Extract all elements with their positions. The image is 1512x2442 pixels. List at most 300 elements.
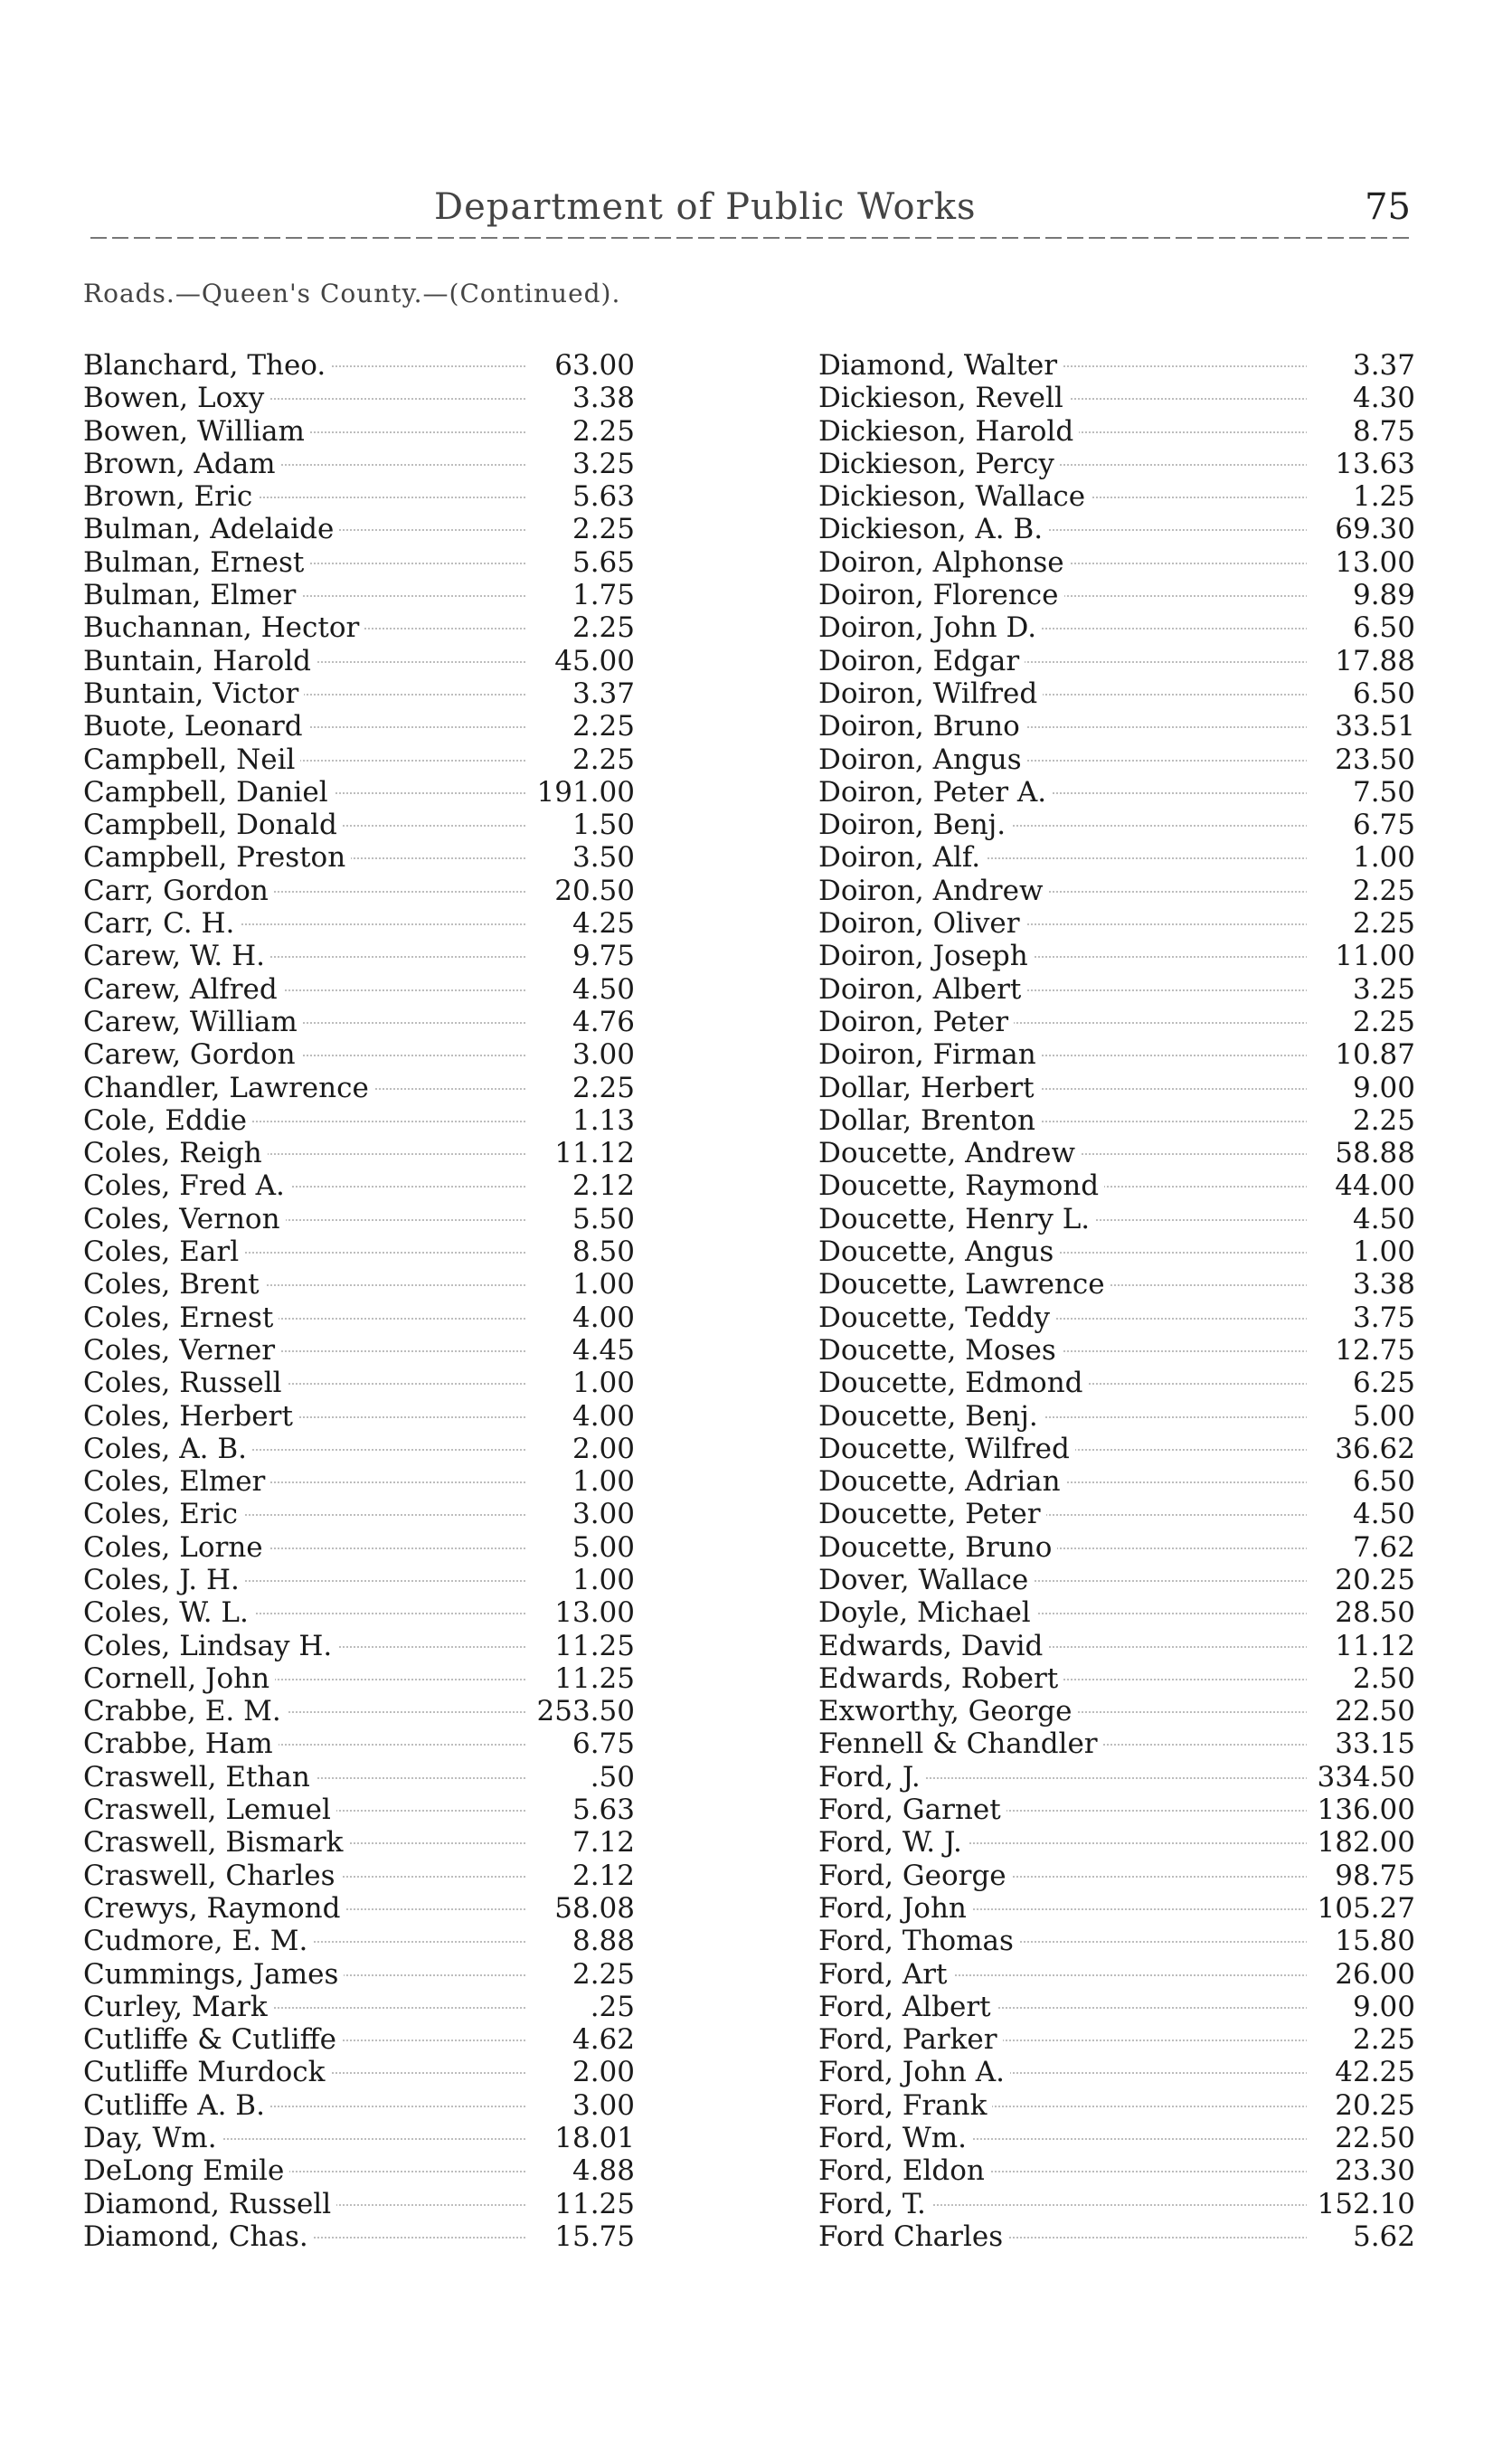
payee-name: Cornell, John <box>83 1662 275 1695</box>
payee-name: Dollar, Brenton <box>818 1104 1041 1137</box>
list-item <box>818 907 1451 940</box>
list-item <box>83 1433 716 1465</box>
payment-amount: 1.25 <box>1307 480 1415 513</box>
list-item <box>818 1925 1451 1957</box>
payment-amount: 11.25 <box>526 1630 635 1662</box>
payment-amount: 4.45 <box>526 1334 635 1367</box>
list-item <box>83 1038 716 1071</box>
payment-amount: 11.00 <box>1307 940 1415 972</box>
payment-amount: 5.65 <box>526 546 635 579</box>
payee-name: Coles, W. L. <box>83 1596 254 1629</box>
list-item <box>818 1761 1451 1794</box>
list-item <box>818 710 1451 743</box>
list-item <box>818 2023 1451 2056</box>
payee-name: Diamond, Russell <box>83 2188 336 2220</box>
list-item <box>83 841 716 874</box>
payee-name: DeLong Emile <box>83 2154 289 2187</box>
payee-name: Campbell, Donald <box>83 809 343 841</box>
payment-amount: 8.50 <box>526 1235 635 1268</box>
list-item <box>818 1367 1451 1399</box>
list-item <box>818 2122 1451 2154</box>
payment-amount: 12.75 <box>1307 1334 1415 1367</box>
payee-name: Ford, Albert <box>818 1991 997 2023</box>
list-item <box>83 1301 716 1334</box>
payee-name: Bowen, Loxy <box>83 382 269 414</box>
payment-amount: 2.50 <box>1307 1662 1415 1695</box>
payee-list-left <box>83 349 716 2253</box>
payee-name: Blanchard, Theo. <box>83 349 331 382</box>
payee-name: Doiron, Alf. <box>818 841 986 874</box>
list-item <box>818 1596 1451 1629</box>
payee-name: Doucette, Angus <box>818 1235 1059 1268</box>
payment-amount: 3.37 <box>526 677 635 710</box>
payment-amount: 3.50 <box>526 841 635 874</box>
list-item <box>83 2188 716 2220</box>
payment-amount: 4.88 <box>526 2154 635 2187</box>
payment-amount: 2.25 <box>526 415 635 448</box>
payment-amount: 2.25 <box>526 1072 635 1104</box>
payment-amount: 4.00 <box>526 1400 635 1433</box>
payee-name: Cutliffe A. B. <box>83 2089 270 2122</box>
payment-amount: 3.38 <box>526 382 635 414</box>
list-item <box>83 1958 716 1991</box>
payee-name: Doucette, Peter <box>818 1498 1046 1530</box>
payee-name: Doucette, Benj. <box>818 1400 1044 1433</box>
payment-amount: 4.00 <box>526 1301 635 1334</box>
list-item <box>818 1203 1451 1235</box>
list-item <box>83 1137 716 1169</box>
list-item <box>83 2220 716 2253</box>
list-item <box>83 809 716 841</box>
list-item <box>83 1630 716 1662</box>
payment-amount: 33.51 <box>1307 710 1415 743</box>
payment-amount: 9.89 <box>1307 579 1415 611</box>
list-item <box>818 1892 1451 1925</box>
payee-name: Coles, Ernest <box>83 1301 279 1334</box>
payment-amount: 1.00 <box>526 1564 635 1596</box>
payee-name: Diamond, Chas. <box>83 2220 314 2253</box>
payee-name: Doucette, Bruno <box>818 1531 1057 1564</box>
payee-name: Crabbe, Ham <box>83 1727 279 1760</box>
section-subheader: Roads.—Queen's County.—(Continued). <box>83 279 621 308</box>
payment-amount: 1.00 <box>526 1367 635 1399</box>
payment-amount: 63.00 <box>526 349 635 382</box>
payment-amount: 3.00 <box>526 1498 635 1530</box>
list-item <box>818 513 1451 545</box>
payment-amount: 6.50 <box>1307 677 1415 710</box>
payee-name: Fennell & Chandler <box>818 1727 1103 1760</box>
payment-amount: 2.25 <box>526 611 635 644</box>
payee-name: Ford, Parker <box>818 2023 1003 2056</box>
payment-amount: 2.25 <box>526 1958 635 1991</box>
list-item <box>83 1334 716 1367</box>
payment-amount: 152.10 <box>1307 2188 1415 2220</box>
list-item <box>83 349 716 382</box>
payment-amount: 1.00 <box>526 1268 635 1301</box>
payment-amount: 3.37 <box>1307 349 1415 382</box>
payment-amount: 6.25 <box>1307 1367 1415 1399</box>
payment-amount: 11.25 <box>526 1662 635 1695</box>
list-item <box>83 973 716 1006</box>
payee-name: Doucette, Edmond <box>818 1367 1089 1399</box>
payment-amount: 8.75 <box>1307 415 1415 448</box>
list-item <box>818 579 1451 611</box>
payee-name: Coles, Lorne <box>83 1531 269 1564</box>
list-item <box>83 448 716 480</box>
payee-name: Coles, Russell <box>83 1367 288 1399</box>
payee-name: Bulman, Ernest <box>83 546 309 579</box>
payment-amount: 69.30 <box>1307 513 1415 545</box>
payee-name: Ford, J. <box>818 1761 926 1794</box>
payee-name: Ford Charles <box>818 2220 1008 2253</box>
list-item <box>818 349 1451 382</box>
payee-name: Doiron, Bruno <box>818 710 1025 743</box>
payee-name: Brown, Eric <box>83 480 258 513</box>
payment-amount: 4.30 <box>1307 382 1415 414</box>
payment-amount: 44.00 <box>1307 1169 1415 1202</box>
list-item <box>83 1006 716 1038</box>
list-item <box>83 579 716 611</box>
list-item <box>818 448 1451 480</box>
payment-amount: 23.50 <box>1307 743 1415 776</box>
payee-name: Ford, W. J. <box>818 1826 968 1859</box>
payment-amount: 136.00 <box>1307 1794 1415 1826</box>
payee-name: Carew, Alfred <box>83 973 283 1006</box>
payment-amount: 191.00 <box>526 776 635 809</box>
payee-name: Coles, Eric <box>83 1498 243 1530</box>
payee-name: Coles, Verner <box>83 1334 280 1367</box>
list-item <box>83 776 716 809</box>
list-item <box>83 907 716 940</box>
payment-amount: 334.50 <box>1307 1761 1415 1794</box>
list-item <box>818 1465 1451 1498</box>
list-item <box>83 710 716 743</box>
payee-name: Coles, Reigh <box>83 1137 268 1169</box>
payee-name: Campbell, Neil <box>83 743 300 776</box>
list-item <box>818 875 1451 907</box>
payee-name: Carew, W. H. <box>83 940 270 972</box>
payee-name: Doucette, Andrew <box>818 1137 1081 1169</box>
payment-amount: 20.25 <box>1307 2089 1415 2122</box>
payee-name: Craswell, Ethan <box>83 1761 316 1794</box>
payee-name: Curley, Mark <box>83 1991 273 2023</box>
list-item <box>83 743 716 776</box>
payee-name: Cutliffe & Cutliffe <box>83 2023 342 2056</box>
list-item <box>818 1169 1451 1202</box>
list-item <box>818 973 1451 1006</box>
list-item <box>818 2056 1451 2088</box>
payee-name: Doucette, Lawrence <box>818 1268 1110 1301</box>
payment-amount: 20.50 <box>526 875 635 907</box>
payee-name: Chandler, Lawrence <box>83 1072 374 1104</box>
list-item <box>818 2188 1451 2220</box>
payee-name: Cudmore, E. M. <box>83 1925 313 1957</box>
payee-name: Doiron, Albert <box>818 973 1026 1006</box>
payment-amount: 2.00 <box>526 2056 635 2088</box>
list-item <box>818 1006 1451 1038</box>
payment-amount: 4.76 <box>526 1006 635 1038</box>
payee-name: Crewys, Raymond <box>83 1892 345 1925</box>
list-item <box>818 1498 1451 1530</box>
payment-amount: .25 <box>526 1991 635 2023</box>
list-item <box>83 1531 716 1564</box>
payment-amount: 10.87 <box>1307 1038 1415 1071</box>
payee-name: Dickieson, Percy <box>818 448 1060 480</box>
payment-amount: 2.00 <box>526 1433 635 1465</box>
payment-amount: 3.25 <box>1307 973 1415 1006</box>
payee-name: Doyle, Michael <box>818 1596 1036 1629</box>
list-item <box>818 1958 1451 1991</box>
list-item <box>818 1235 1451 1268</box>
payee-name: Dickieson, Revell <box>818 382 1069 414</box>
payee-name: Ford, John A. <box>818 2056 1010 2088</box>
list-item <box>83 2023 716 2056</box>
payment-amount: 20.25 <box>1307 1564 1415 1596</box>
list-item <box>818 382 1451 414</box>
payee-name: Ford, Frank <box>818 2089 992 2122</box>
payee-name: Doiron, Florence <box>818 579 1064 611</box>
list-item <box>818 480 1451 513</box>
payee-name: Dover, Wallace <box>818 1564 1034 1596</box>
payee-name: Carew, Gordon <box>83 1038 301 1071</box>
payment-amount: 36.62 <box>1307 1433 1415 1465</box>
payment-amount: 1.75 <box>526 579 635 611</box>
payee-name: Bowen, William <box>83 415 310 448</box>
header-divider <box>90 237 1411 239</box>
list-item <box>83 480 716 513</box>
list-item <box>83 1203 716 1235</box>
payee-name: Doiron, Angus <box>818 743 1027 776</box>
payment-amount: 1.50 <box>526 809 635 841</box>
payment-amount: 1.00 <box>1307 1235 1415 1268</box>
payee-name: Doucette, Teddy <box>818 1301 1055 1334</box>
payee-name: Buote, Leonard <box>83 710 308 743</box>
payment-amount: 7.12 <box>526 1826 635 1859</box>
payment-amount: 7.50 <box>1307 776 1415 809</box>
payee-name: Ford, Eldon <box>818 2154 990 2187</box>
payment-amount: 6.50 <box>1307 1465 1415 1498</box>
list-item <box>818 2220 1451 2253</box>
list-item <box>83 1596 716 1629</box>
payee-name: Bulman, Adelaide <box>83 513 339 545</box>
payee-name: Edwards, Robert <box>818 1662 1063 1695</box>
payee-name: Ford, Wm. <box>818 2122 972 2154</box>
payment-amount: 182.00 <box>1307 1826 1415 1859</box>
payment-amount: 2.25 <box>526 513 635 545</box>
payee-name: Doiron, Peter <box>818 1006 1014 1038</box>
payee-name: Coles, Herbert <box>83 1400 298 1433</box>
list-item <box>83 1400 716 1433</box>
payee-name: Coles, J. H. <box>83 1564 245 1596</box>
payee-name: Doucette, Henry L. <box>818 1203 1095 1235</box>
payment-amount: 5.00 <box>1307 1400 1415 1433</box>
list-item <box>818 2089 1451 2122</box>
list-item <box>83 382 716 414</box>
payee-name: Doucette, Moses <box>818 1334 1062 1367</box>
payment-amount: 7.62 <box>1307 1531 1415 1564</box>
list-item <box>83 1498 716 1530</box>
list-item <box>83 1235 716 1268</box>
payee-name: Buntain, Victor <box>83 677 304 710</box>
list-item <box>83 1072 716 1104</box>
payee-name: Doiron, Peter A. <box>818 776 1052 809</box>
payee-name: Dickieson, A. B. <box>818 513 1048 545</box>
payment-amount: 4.25 <box>526 907 635 940</box>
payment-amount: 9.00 <box>1307 1991 1415 2023</box>
payment-amount: 1.00 <box>526 1465 635 1498</box>
payee-name: Ford, John <box>818 1892 972 1925</box>
payment-amount: 2.25 <box>1307 907 1415 940</box>
payee-name: Carew, William <box>83 1006 303 1038</box>
list-item <box>83 2056 716 2088</box>
list-item <box>818 940 1451 972</box>
payee-name: Buchannan, Hector <box>83 611 364 644</box>
list-item <box>818 611 1451 644</box>
payment-amount: 13.63 <box>1307 448 1415 480</box>
payee-name: Ford, Thomas <box>818 1925 1019 1957</box>
list-item <box>818 1991 1451 2023</box>
list-item <box>83 1169 716 1202</box>
list-item <box>83 1695 716 1727</box>
payee-name: Craswell, Bismark <box>83 1826 348 1859</box>
payment-amount: 2.25 <box>1307 1006 1415 1038</box>
list-item <box>83 1892 716 1925</box>
list-item <box>818 1038 1451 1071</box>
payment-amount: 5.50 <box>526 1203 635 1235</box>
page-header <box>0 181 1512 235</box>
list-item <box>83 1564 716 1596</box>
payee-name: Doiron, Oliver <box>818 907 1025 940</box>
list-item <box>83 1794 716 1826</box>
payment-amount: 2.25 <box>526 710 635 743</box>
list-item <box>83 1860 716 1892</box>
list-item <box>818 1268 1451 1301</box>
list-item <box>83 1367 716 1399</box>
list-item <box>83 1268 716 1301</box>
list-item <box>83 875 716 907</box>
payment-amount: 98.75 <box>1307 1860 1415 1892</box>
list-item <box>818 1630 1451 1662</box>
payee-name: Dickieson, Harold <box>818 415 1079 448</box>
payment-amount: .50 <box>526 1761 635 1794</box>
payment-amount: 28.50 <box>1307 1596 1415 1629</box>
page-title: Department of Public Works <box>434 186 977 228</box>
list-item <box>818 546 1451 579</box>
list-item <box>818 1531 1451 1564</box>
list-item <box>83 1826 716 1859</box>
list-item <box>818 1695 1451 1727</box>
list-item <box>818 1826 1451 1859</box>
payment-amount: 3.00 <box>526 1038 635 1071</box>
payment-amount: 26.00 <box>1307 1958 1415 1991</box>
payment-amount: 105.27 <box>1307 1892 1415 1925</box>
payment-amount: 11.12 <box>1307 1630 1415 1662</box>
payment-amount: 1.13 <box>526 1104 635 1137</box>
payment-amount: 2.25 <box>1307 1104 1415 1137</box>
payment-amount: 8.88 <box>526 1925 635 1957</box>
payee-name: Edwards, David <box>818 1630 1048 1662</box>
payment-amount: 4.50 <box>526 973 635 1006</box>
payment-amount: 15.80 <box>1307 1925 1415 1957</box>
payee-name: Doiron, Andrew <box>818 875 1048 907</box>
payment-amount: 3.25 <box>526 448 635 480</box>
payment-amount: 45.00 <box>526 645 635 677</box>
payee-name: Coles, Elmer <box>83 1465 270 1498</box>
list-item <box>818 1400 1451 1433</box>
payment-amount: 3.00 <box>526 2089 635 2122</box>
list-item <box>818 415 1451 448</box>
payee-name: Doiron, Joseph <box>818 940 1034 972</box>
payee-name: Craswell, Lemuel <box>83 1794 336 1826</box>
list-item <box>818 1301 1451 1334</box>
payee-name: Exworthy, George <box>818 1695 1077 1727</box>
list-item <box>818 1794 1451 1826</box>
payment-amount: 6.50 <box>1307 611 1415 644</box>
payee-name: Doiron, Edgar <box>818 645 1025 677</box>
payee-name: Coles, Vernon <box>83 1203 286 1235</box>
payment-amount: 1.00 <box>1307 841 1415 874</box>
list-item <box>818 2154 1451 2187</box>
list-item <box>83 1662 716 1695</box>
list-item <box>83 1465 716 1498</box>
payee-name: Coles, Fred A. <box>83 1169 290 1202</box>
payee-name: Crabbe, E. M. <box>83 1695 287 1727</box>
payment-amount: 11.12 <box>526 1137 635 1169</box>
payee-name: Doucette, Raymond <box>818 1169 1104 1202</box>
payment-amount: 3.38 <box>1307 1268 1415 1301</box>
payment-amount: 23.30 <box>1307 2154 1415 2187</box>
list-item <box>83 513 716 545</box>
payment-amount: 2.25 <box>1307 2023 1415 2056</box>
list-item <box>83 2089 716 2122</box>
payee-name: Doiron, Alphonse <box>818 546 1070 579</box>
list-item <box>818 645 1451 677</box>
list-item <box>818 776 1451 809</box>
payment-amount: 5.63 <box>526 1794 635 1826</box>
payment-amount: 58.08 <box>526 1892 635 1925</box>
payee-name: Diamond, Walter <box>818 349 1063 382</box>
payment-amount: 11.25 <box>526 2188 635 2220</box>
payee-name: Doucette, Adrian <box>818 1465 1066 1498</box>
payment-amount: 9.00 <box>1307 1072 1415 1104</box>
payee-name: Doiron, Firman <box>818 1038 1042 1071</box>
list-item <box>818 1334 1451 1367</box>
payee-name: Doiron, John D. <box>818 611 1042 644</box>
page-number: 75 <box>1365 186 1411 228</box>
payee-name: Dickieson, Wallace <box>818 480 1091 513</box>
payee-name: Ford, Art <box>818 1958 953 1991</box>
payment-amount: 5.00 <box>526 1531 635 1564</box>
list-item <box>83 2154 716 2187</box>
payment-amount: 4.50 <box>1307 1498 1415 1530</box>
payment-amount: 5.63 <box>526 480 635 513</box>
payee-name: Ford, George <box>818 1860 1012 1892</box>
payment-amount: 5.62 <box>1307 2220 1415 2253</box>
payment-amount: 2.25 <box>1307 875 1415 907</box>
payment-amount: 15.75 <box>526 2220 635 2253</box>
payment-amount: 9.75 <box>526 940 635 972</box>
list-item <box>83 1761 716 1794</box>
payment-amount: 4.62 <box>526 2023 635 2056</box>
list-item <box>818 1860 1451 1892</box>
payment-amount: 6.75 <box>526 1727 635 1760</box>
list-item <box>83 611 716 644</box>
payee-name: Ford, Garnet <box>818 1794 1006 1826</box>
payee-name: Coles, Lindsay H. <box>83 1630 337 1662</box>
list-item <box>818 1727 1451 1760</box>
list-item <box>818 841 1451 874</box>
list-item <box>83 645 716 677</box>
